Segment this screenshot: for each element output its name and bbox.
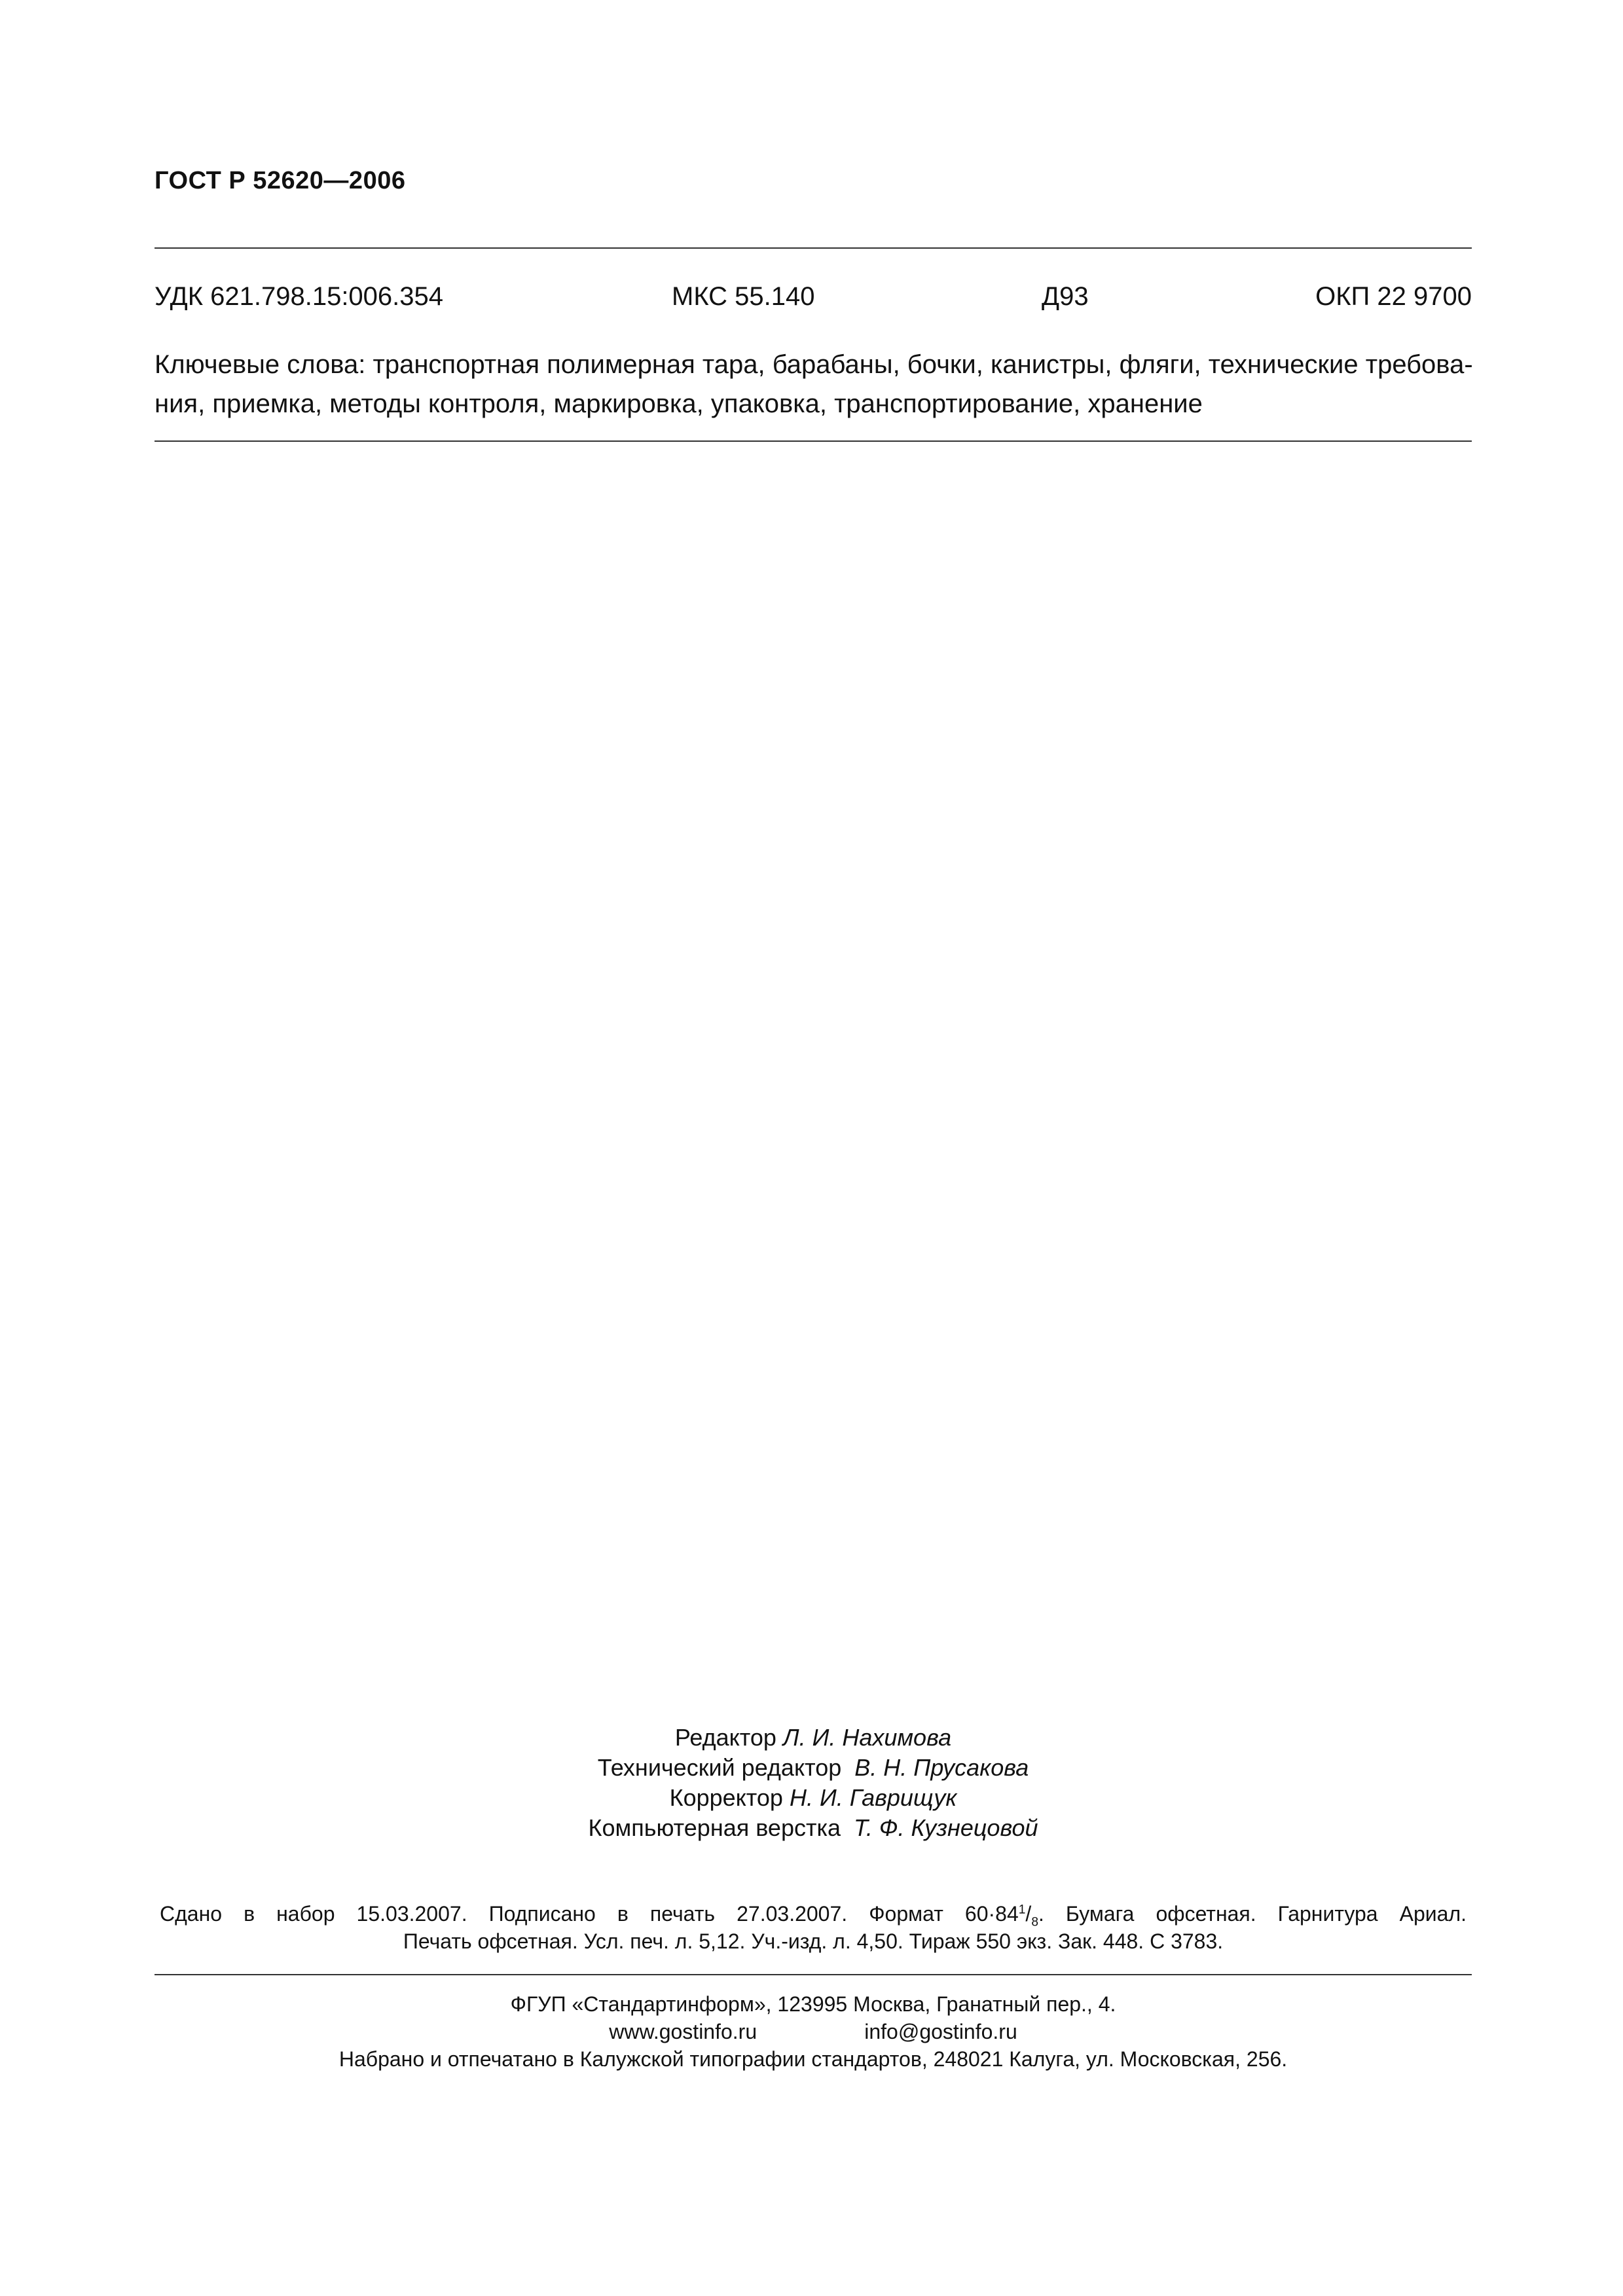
printer-info: Набрано и отпечатано в Калужской типографии стандартов, 248021 Калуга, ул. Московская, 256.	[338, 2047, 1288, 2071]
keywords-divider	[155, 440, 1472, 442]
email-link[interactable]: info@gostinfo.ru	[864, 2020, 1017, 2043]
credit-name: Н. И. Гаврищук	[789, 1784, 957, 1811]
udc-code: УДК 621.798.15:006.354	[155, 282, 444, 311]
publisher-address: ФГУП «Стандартинформ», 123995 Москва, Гранатный пер., 4.	[510, 1992, 1116, 2016]
print-details-line-2: Печать офсетная. Усл. печ. л. 5,12. Уч.-изд. л. 4,50. Тираж 550 экз. Зак. 448. С 3783.	[403, 1929, 1224, 1953]
header-divider	[155, 247, 1472, 249]
credit-technical-editor	[155, 1753, 1472, 1783]
credit-role: Корректор	[669, 1784, 783, 1811]
print-details-start: Сдано в набор 15.03.2007. Подписано в печать 27.03.2007. Формат 60·84	[160, 1902, 1019, 1926]
credit-layout	[155, 1813, 1472, 1843]
print-details-block	[155, 1900, 1472, 1955]
okp-code: ОКП 22 9700	[1315, 282, 1472, 311]
credit-editor	[155, 1723, 1472, 1753]
print-details-line-1	[155, 1900, 1472, 1928]
format-separator: /	[1025, 1902, 1032, 1926]
credits-block	[155, 1723, 1472, 1843]
publisher-contacts	[155, 2018, 1472, 2045]
credit-name: Л. И. Нахимова	[782, 1724, 952, 1751]
keywords-block	[155, 345, 1472, 423]
standard-header: ГОСТ Р 52620—2006	[155, 167, 406, 194]
print-details-end: . Бумага офсетная. Гарнитура Ариал.	[1038, 1902, 1467, 1926]
group-code: Д93	[1042, 282, 1089, 311]
website-link[interactable]: www.gostinfo.ru	[609, 2020, 757, 2043]
credit-role: Редактор	[674, 1724, 776, 1751]
publisher-block	[155, 1990, 1472, 2073]
keywords-line-2: ния, приемка, методы контроля, маркировка, упаковка, транспортирование, хранение	[155, 389, 1203, 418]
mks-code: МКС 55.140	[672, 282, 815, 311]
credit-role: Компьютерная верстка	[588, 1814, 841, 1841]
publisher-divider	[155, 1974, 1472, 1975]
credit-name: Т. Ф. Кузнецовой	[854, 1814, 1038, 1841]
credit-role: Технический редактор	[597, 1754, 842, 1781]
credit-proofreader	[155, 1783, 1472, 1813]
keywords-line-1: Ключевые слова: транспортная полимерная тара, барабаны, бочки, канистры, фляги, технические требова-	[155, 350, 1473, 379]
format-denominator: 8	[1031, 1915, 1038, 1929]
credit-name: В. Н. Прусакова	[854, 1754, 1029, 1781]
format-numerator: 1	[1018, 1903, 1026, 1917]
